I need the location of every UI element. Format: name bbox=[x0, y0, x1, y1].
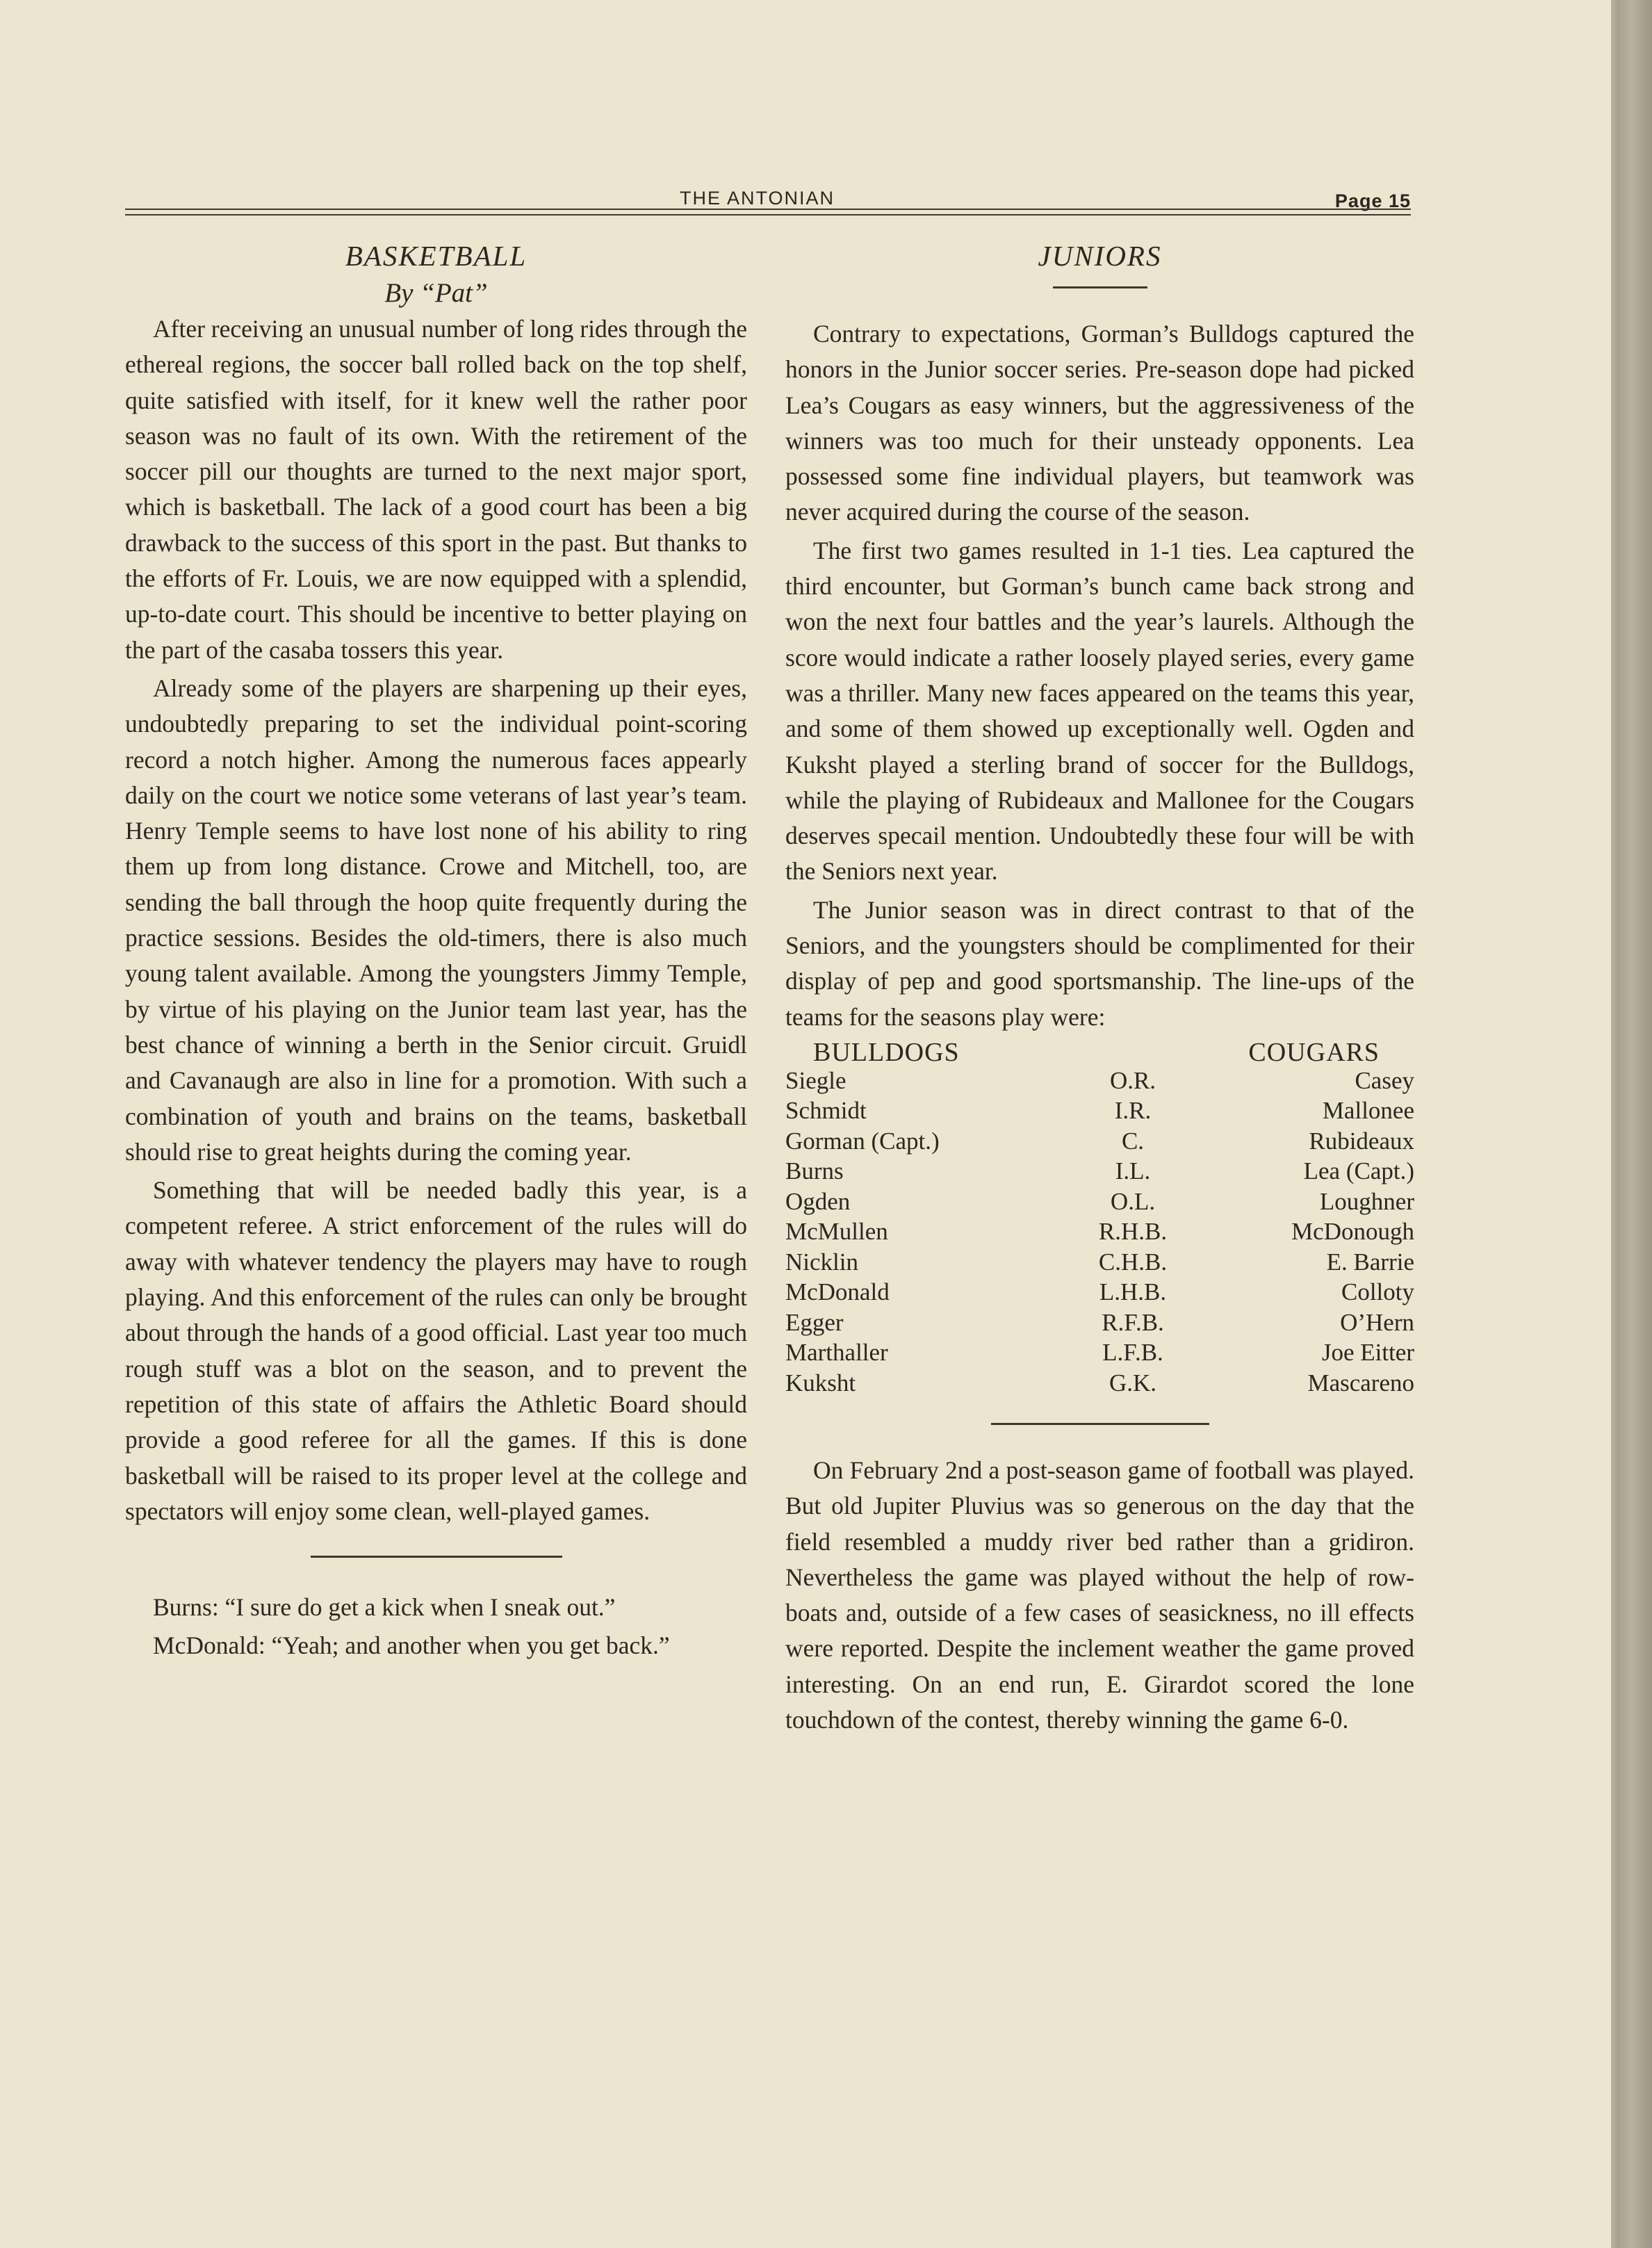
cougars-player: Colloty bbox=[1341, 1278, 1414, 1306]
lineup-row bbox=[785, 1368, 1414, 1399]
lineup-row bbox=[785, 1096, 1414, 1126]
juniors-title: JUNIORS bbox=[1038, 240, 1162, 272]
page-edge bbox=[1611, 0, 1652, 2248]
cougars-player: Loughner bbox=[1319, 1187, 1414, 1215]
juniors-paragraph-3: The Junior season was in direct contrast to that of the Seniors, and the youngsters should be complimented for their display of pep and good sportsmanship. The line-ups of the teams for the seasons play were: bbox=[785, 895, 1414, 1031]
page-number: Page 15 bbox=[1334, 190, 1411, 211]
cougars-player: Mascareno bbox=[1307, 1369, 1414, 1396]
bulldogs-player: Marthaller bbox=[785, 1339, 888, 1367]
bulldogs-player: Kuksht bbox=[785, 1369, 856, 1396]
basketball-title: BASKETBALL bbox=[345, 240, 528, 272]
right-column bbox=[785, 236, 1414, 1741]
cougars-player: McDonough bbox=[1291, 1218, 1414, 1246]
bulldogs-player: McMullen bbox=[785, 1218, 888, 1246]
team-bulldogs: BULLDOGS bbox=[813, 1037, 960, 1067]
basketball-paragraph-1: After receiving an unusual number of long rides through the ethereal regions, the soccer ball rolled back on the top shelf, quite satisfied with itself, for it knew well the rather poor season was no fault of its own. With the retirement of the soccer pill our thoughts are turned to the next major sport, which is basketball. The lack of a good court has been a big drawback to the success of this sport in the past. But thanks to the efforts of Fr. Louis, we are now equipped with a splendid, up-to-date court. This should be incentive to better playing on the part of the casaba tossers this year. bbox=[125, 315, 747, 664]
position: I.L. bbox=[1115, 1157, 1151, 1185]
joke-line-2: McDonald: “Yeah; and another when you get back.” bbox=[153, 1631, 670, 1660]
left-column bbox=[125, 236, 747, 1667]
juniors-paragraph-2: The first two games resulted in 1-1 ties. Lea captured the third encounter, but Gorman’s bunch came back strong and won the next four battles and the year’s laurels. Although the score would indicate a rather loosely played series, every game was a thriller. Many new faces appeared on the teams this year, and some of them showed up exceptionally well. Ogden and Kuksht played a sterling brand of soccer for the Bulldogs, while the playing of Rubideaux and Mallonee for the Cougars deserves specail mention. Undoubtedly these four will be with the Seniors next year. bbox=[785, 536, 1414, 886]
cougars-player: O’Hern bbox=[1340, 1308, 1414, 1336]
position: G.K. bbox=[1109, 1369, 1157, 1396]
lineup-row bbox=[785, 1126, 1414, 1157]
cougars-player: Casey bbox=[1355, 1066, 1414, 1094]
cougars-player: Rubideaux bbox=[1309, 1127, 1414, 1155]
bulldogs-player: Nicklin bbox=[785, 1248, 858, 1276]
lineup-row bbox=[785, 1187, 1414, 1217]
lineup-row bbox=[785, 1066, 1414, 1096]
section-divider bbox=[991, 1423, 1209, 1425]
bulldogs-player: Schmidt bbox=[785, 1097, 867, 1125]
team-cougars: COUGARS bbox=[1248, 1037, 1380, 1067]
header-rule bbox=[125, 209, 1411, 215]
cougars-player: Joe Eitter bbox=[1321, 1339, 1414, 1367]
position: I.R. bbox=[1114, 1097, 1152, 1125]
bulldogs-player: Burns bbox=[785, 1157, 844, 1185]
position: R.F.B. bbox=[1102, 1308, 1164, 1336]
position: R.H.B. bbox=[1098, 1218, 1168, 1246]
basketball-byline: By “Pat” bbox=[384, 278, 488, 308]
joke-line-1: Burns: “I sure do get a kick when I sneak out.” bbox=[153, 1593, 616, 1622]
bulldogs-player: Egger bbox=[785, 1308, 844, 1336]
cougars-player: E. Barrie bbox=[1326, 1248, 1414, 1276]
bulldogs-player: Siegle bbox=[785, 1066, 847, 1094]
publication-title: THE ANTONIAN bbox=[680, 188, 835, 209]
position: O.R. bbox=[1109, 1066, 1156, 1094]
lineup-row bbox=[785, 1308, 1414, 1338]
lineup-rows bbox=[785, 1066, 1414, 1399]
lineup-row bbox=[785, 1247, 1414, 1278]
basketball-paragraph-2: Already some of the players are sharpening up their eyes, undoubtedly preparing to set the individual point-scoring record a notch higher. Among the numerous faces appearly daily on the court we notice some veterans of last year’s team. Henry Temple seems to have lost none of his ability to ring them up from long distance. Crowe and Mitchell, too, are sending the ball through the hoop quite frequently during the practice sessions. Besides the old-timers, there is also much young talent available. Among the youngsters Jimmy Temple, by virtue of his playing on the Junior team last year, has the best chance of winning a berth in the Senior circuit. Gruidl and Cavanaugh are also in line for a promotion. With such a combination of youth and brains on the teams, basketball should rise to great heights during the coming year. bbox=[125, 674, 747, 1166]
joke bbox=[125, 1590, 747, 1664]
section-divider bbox=[311, 1556, 562, 1558]
cougars-player: Lea (Capt.) bbox=[1303, 1157, 1414, 1185]
title-underline bbox=[1053, 286, 1147, 288]
position: L.F.B. bbox=[1102, 1339, 1163, 1367]
position: C.H.B. bbox=[1098, 1248, 1168, 1276]
lineup-row bbox=[785, 1216, 1414, 1247]
position: O.L. bbox=[1110, 1187, 1156, 1215]
basketball-paragraph-3: Something that will be needed badly this year, is a competent referee. A strict enforcement of the rules will do away with whatever tendency the players may have to rough playing. And this enforcement of the rules can only be brought about through the hands of a good official. Last year too much rough stuff was a blot on the season, and to prevent the repetition of this state of affairs the Athletic Board should provide a good referee for all the games. If this is done basketball will be raised to its proper level at the college and spectators will enjoy some clean, well-played games. bbox=[125, 1176, 747, 1525]
position: C. bbox=[1121, 1127, 1145, 1155]
cougars-player: Mallonee bbox=[1322, 1097, 1414, 1125]
bulldogs-player: McDonald bbox=[785, 1278, 890, 1306]
juniors-paragraph-1: Contrary to expectations, Gorman’s Bulldogs captured the honors in the Junior soccer series. Pre-season dope had picked Lea’s Cougars as easy winners, but the aggressiveness of the winners was too much for their unsteady opponents. Lea possessed some fine individual players, but teamwork was never acquired during the course of the season. bbox=[785, 320, 1414, 526]
bulldogs-player: Ogden bbox=[785, 1187, 851, 1215]
lineup-table bbox=[785, 1038, 1414, 1399]
football-paragraph: On February 2nd a post-season game of football was played. But old Jupiter Pluvius was so generous on the day that the field resembled a muddy river bed rather than a gridiron. Nevertheless the game was played without the help of row-boats and, outside of a few cases of seasickness, no ill effects were reported. Despite the inclement weather the game proved interesting. On an end run, E. Girardot scored the lone touchdown of the contest, thereby winning the game 6-0. bbox=[785, 1456, 1414, 1734]
position: L.H.B. bbox=[1099, 1278, 1167, 1306]
lineup-row bbox=[785, 1156, 1414, 1187]
lineup-row bbox=[785, 1277, 1414, 1308]
bulldogs-player: Gorman (Capt.) bbox=[785, 1127, 940, 1155]
lineup-row bbox=[785, 1337, 1414, 1368]
